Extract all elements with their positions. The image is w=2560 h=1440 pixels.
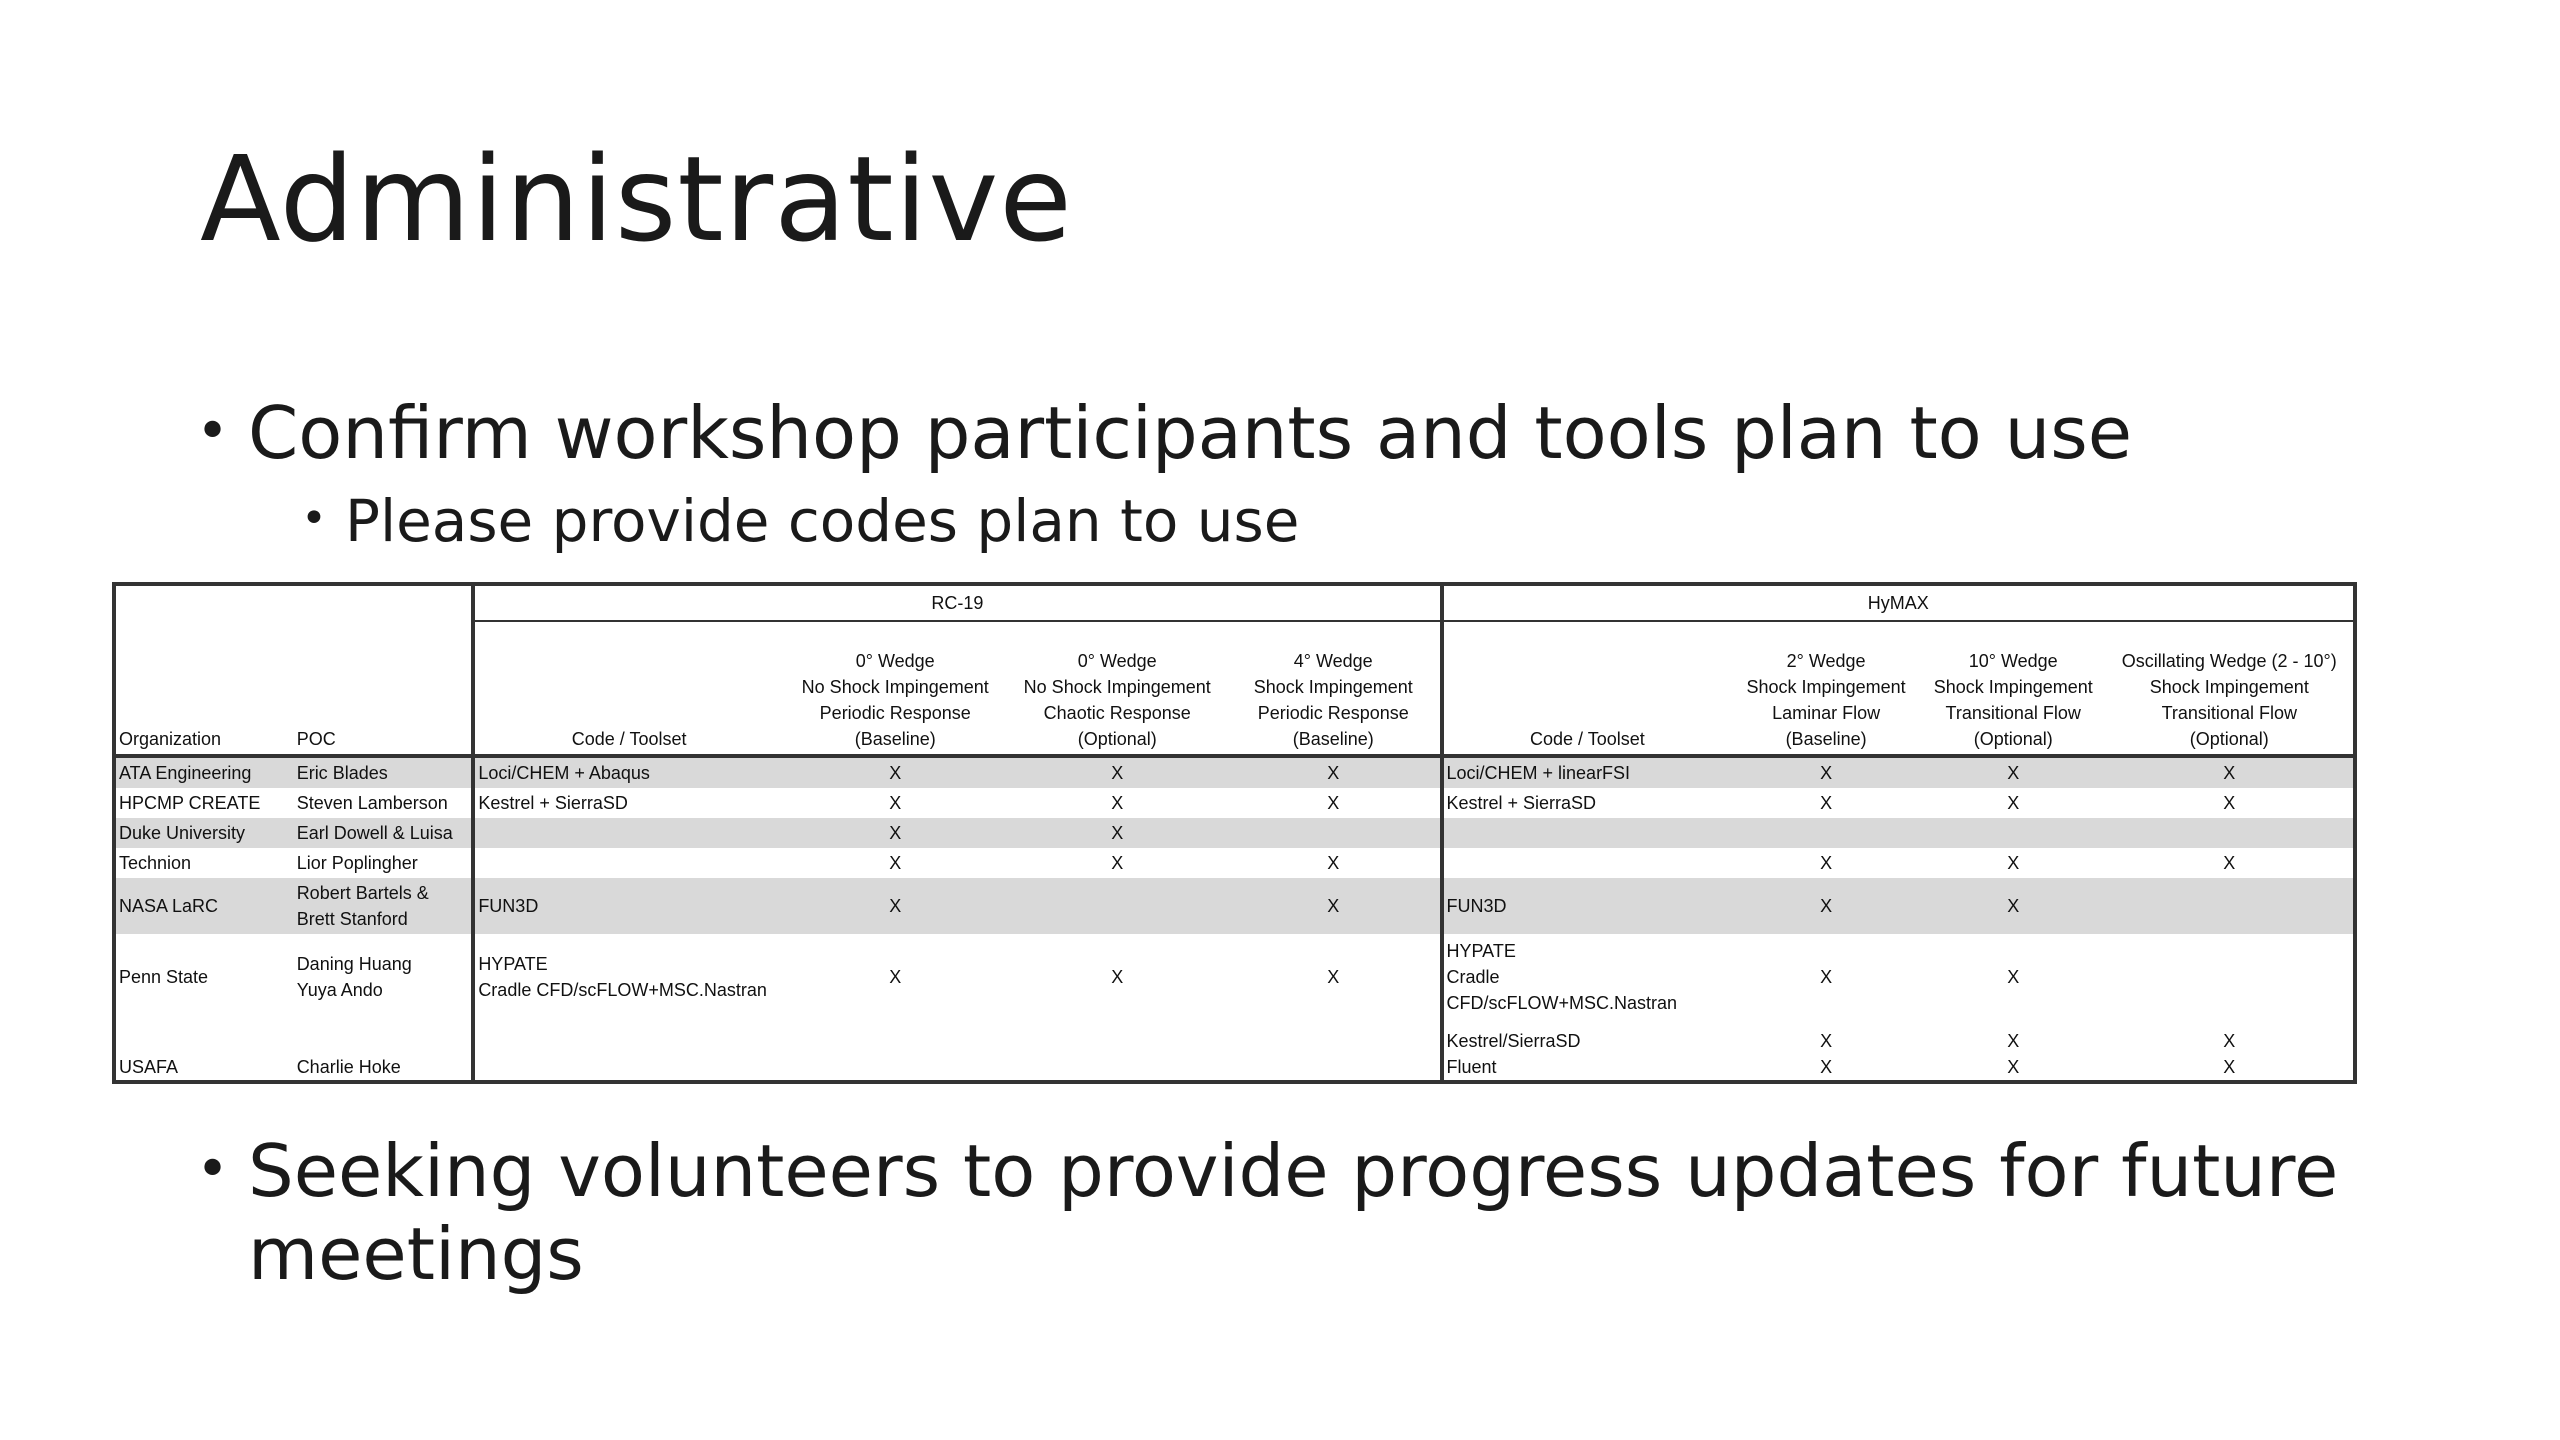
header-rc-case-2: 0° Wedge No Shock Impingement Chaotic Response (Optional)	[1007, 621, 1227, 756]
bullet-dot-icon: •	[196, 1137, 230, 1202]
cell-hymax-case-1: X	[1731, 756, 1921, 788]
cell-hymax-case-1: X X	[1731, 1020, 1921, 1082]
cell-rc-case-3	[1227, 818, 1442, 848]
cell-rc-case-1	[783, 1020, 1007, 1082]
bullet-text: Please provide codes plan to use	[345, 487, 1300, 555]
cell-hymax-case-2: X	[2007, 853, 2020, 873]
cell-hymax-code: FUN3D	[1442, 878, 1732, 934]
cell-hymax-code: Loci/CHEM + linearFSI	[1442, 756, 1732, 788]
cell-organization: Technion	[114, 848, 294, 878]
cell-rc-case-3: X	[1327, 793, 1340, 813]
cell-hymax-case-2: X	[1921, 756, 2106, 788]
cell-hymax-case-1	[1731, 818, 1921, 848]
cell-rc-code: HYPATE Cradle CFD/scFLOW+MSC.Nastran	[473, 934, 783, 1020]
cell-hymax-code: Kestrel + SierraSD	[1442, 788, 1732, 818]
cell-poc: Eric Blades	[294, 756, 474, 788]
cell-hymax-case-3: X	[2106, 848, 2355, 878]
table-row	[114, 1020, 2355, 1082]
header-rc-case-1: 0° Wedge No Shock Impingement Periodic Response (Baseline)	[783, 621, 1007, 756]
cell-hymax-case-3	[2106, 934, 2355, 1020]
cell-hymax-case-3	[2106, 818, 2355, 848]
bullet-text: Confirm workshop participants and tools plan to use	[248, 391, 2133, 475]
cell-hymax-code: Kestrel/SierraSD Fluent	[1442, 1020, 1732, 1082]
cell-hymax-case-3	[2106, 878, 2355, 934]
cell-rc-code	[473, 848, 783, 878]
header-hymax-case-2: 10° Wedge Shock Impingement Transitional Flow (Optional)	[1921, 621, 2106, 756]
cell-hymax-code: HYPATE Cradle CFD/scFLOW+MSC.Nastran	[1442, 934, 1732, 1020]
group-rc19: RC-19	[473, 584, 1441, 621]
cell-rc-case-1: X	[889, 853, 902, 873]
participants-table	[112, 582, 2357, 1084]
cell-rc-code: FUN3D	[473, 878, 783, 934]
cell-rc-case-2: X	[1111, 793, 1124, 813]
cell-rc-case-3: X	[1227, 756, 1442, 788]
cell-rc-case-1: X	[783, 756, 1007, 788]
cell-rc-case-3	[1227, 1020, 1442, 1082]
cell-hymax-case-1: X	[1820, 967, 1833, 987]
cell-hymax-case-3: X X	[2106, 1020, 2355, 1082]
cell-hymax-code	[1442, 818, 1732, 848]
bullet-dot-icon: •	[301, 493, 327, 544]
header-organization: Organization	[114, 621, 294, 756]
slide-title: Administrative	[200, 130, 1073, 268]
table-row	[114, 788, 2355, 818]
cell-rc-case-3: X	[1327, 853, 1340, 873]
cell-organization: Penn State	[114, 934, 294, 1020]
cell-hymax-case-2: X	[2007, 967, 2020, 987]
cell-rc-case-2: X	[1007, 756, 1227, 788]
cell-hymax-case-1: X	[1820, 793, 1833, 813]
group-header-row	[114, 584, 2355, 621]
header-hymax-code-toolset: Code / Toolset	[1442, 621, 1732, 756]
bullet-text: Seeking volunteers to provide progress updates for future meetings	[248, 1129, 2339, 1296]
cell-hymax-case-2: X	[2007, 793, 2020, 813]
cell-rc-code: Kestrel + SierraSD	[473, 788, 783, 818]
header-poc: POC	[294, 621, 474, 756]
column-header-row	[114, 621, 2355, 756]
cell-hymax-case-1: X	[1820, 853, 1833, 873]
cell-poc: Daning Huang Yuya Ando	[296, 954, 412, 1000]
bullet-dot-icon: •	[196, 399, 230, 464]
header-rc-code-toolset: Code / Toolset	[473, 621, 783, 756]
table-row	[114, 934, 2355, 1020]
cell-rc-case-2: X	[1111, 967, 1124, 987]
bullet-confirm-participants	[196, 391, 2133, 475]
cell-organization: Duke University	[114, 818, 294, 848]
cell-hymax-case-2: X	[1921, 878, 2106, 934]
table-row	[114, 878, 2355, 934]
table-row	[114, 756, 2355, 788]
table-row	[114, 818, 2355, 848]
participants-table-wrapper	[112, 582, 2357, 1084]
cell-rc-case-2: X	[1007, 818, 1227, 848]
cell-rc-code: Loci/CHEM + Abaqus	[473, 756, 783, 788]
cell-rc-case-3: X	[1227, 878, 1442, 934]
bullet-seeking-volunteers	[196, 1129, 2448, 1296]
cell-hymax-code	[1442, 848, 1732, 878]
cell-hymax-case-3: X	[2106, 756, 2355, 788]
cell-hymax-case-3: X	[2106, 788, 2355, 818]
cell-organization: USAFA	[114, 1020, 294, 1082]
cell-rc-case-2	[1007, 1020, 1227, 1082]
cell-rc-code	[473, 818, 783, 848]
cell-rc-case-1: X	[783, 818, 1007, 848]
header-rc-case-3: 4° Wedge Shock Impingement Periodic Response (Baseline)	[1227, 621, 1442, 756]
cell-rc-code	[473, 1020, 783, 1082]
table-row	[114, 848, 2355, 878]
cell-rc-case-1: X	[889, 967, 902, 987]
cell-rc-case-1: X	[783, 878, 1007, 934]
cell-poc: Steven Lamberson	[296, 793, 448, 813]
header-hymax-case-1: 2° Wedge Shock Impingement Laminar Flow (Baseline)	[1731, 621, 1921, 756]
cell-hymax-case-2	[1921, 818, 2106, 848]
cell-organization: HPCMP CREATE	[114, 788, 294, 818]
cell-rc-case-1: X	[889, 793, 902, 813]
header-hymax-case-3: Oscillating Wedge (2 - 10°) Shock Impingement Transitional Flow (Optional)	[2106, 621, 2355, 756]
cell-poc: Lior Poplingher	[296, 853, 418, 873]
cell-hymax-case-2: X X	[1921, 1020, 2106, 1082]
cell-hymax-case-1: X	[1731, 878, 1921, 934]
cell-rc-case-3: X	[1327, 967, 1340, 987]
cell-organization: NASA LaRC	[114, 878, 294, 934]
cell-rc-case-2: X	[1111, 853, 1124, 873]
cell-rc-case-2	[1007, 878, 1227, 934]
cell-poc: Earl Dowell & Luisa	[294, 818, 474, 848]
cell-poc: Robert Bartels & Brett Stanford	[294, 878, 474, 934]
sub-bullet-provide-codes	[301, 487, 1300, 555]
cell-organization: ATA Engineering	[114, 756, 294, 788]
group-hymax: HyMAX	[1442, 584, 2356, 621]
cell-poc: Charlie Hoke	[294, 1020, 474, 1082]
